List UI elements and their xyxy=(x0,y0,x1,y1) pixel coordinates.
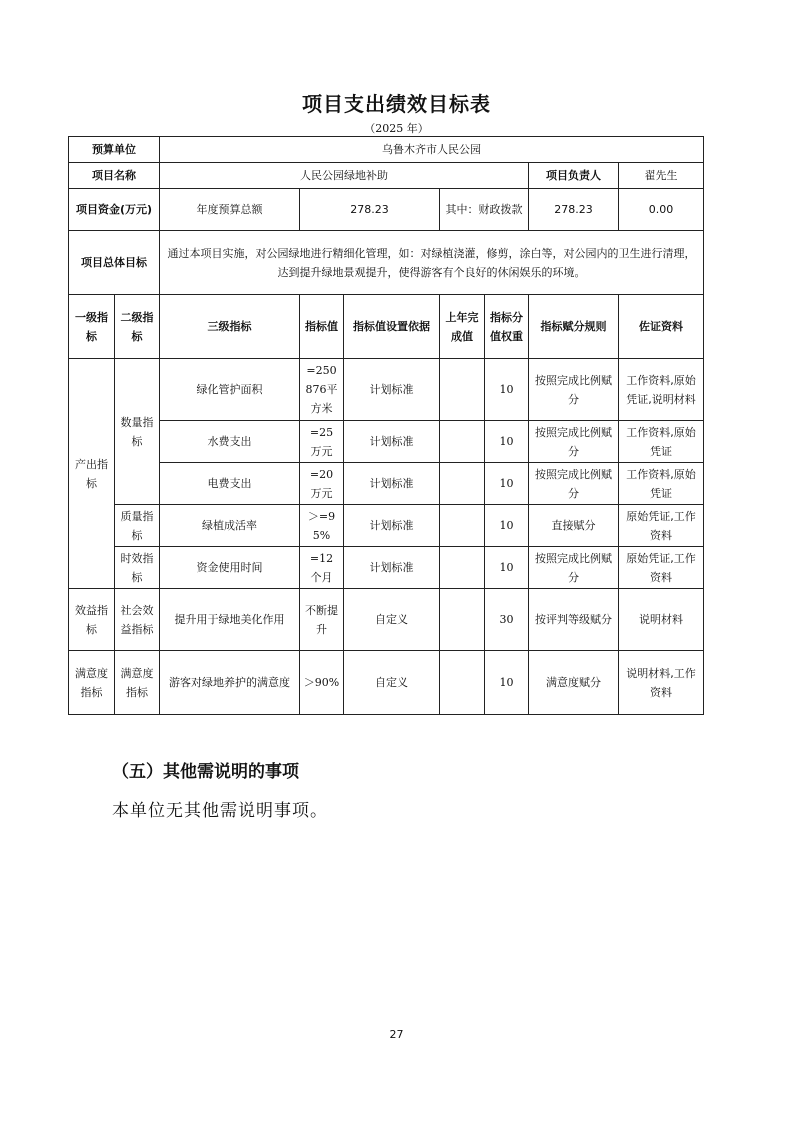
cell-basis: 计划标准 xyxy=(344,505,440,547)
group-time: 时效指标 xyxy=(115,547,160,589)
overall-goal-text: 通过本项目实施，对公园绿地进行精细化管理，如：对绿植浇灌，修剪，涂白等，对公园内的卫生进行清理，达到提升绿地景观提升，使得游客有个良好的休闲娱乐的环境。 xyxy=(160,231,704,295)
cell-rule: 按照完成比例赋分 xyxy=(529,359,619,421)
row-project-name xyxy=(69,163,704,189)
header-evidence: 佐证资料 xyxy=(619,295,704,359)
cell-l3: 绿化管护面积 xyxy=(160,359,300,421)
project-name-label: 项目名称 xyxy=(69,163,160,189)
row-project-funds xyxy=(69,189,704,231)
cell-last xyxy=(440,651,485,715)
cell-l3: 绿植成活率 xyxy=(160,505,300,547)
group-social: 社会效益指标 xyxy=(115,589,160,651)
other-funds-value: 0.00 xyxy=(619,189,704,231)
page-year: （2025 年） xyxy=(364,122,429,135)
project-leader-label: 项目负责人 xyxy=(529,163,619,189)
indicator-header-row xyxy=(69,295,704,359)
cell-evidence: 说明材料 xyxy=(619,589,704,651)
performance-table xyxy=(68,136,704,715)
cell-l3: 资金使用时间 xyxy=(160,547,300,589)
cell-basis: 计划标准 xyxy=(344,547,440,589)
table-row xyxy=(69,547,704,589)
group-satisfaction: 满意度指标 xyxy=(69,651,115,715)
table-row xyxy=(69,589,704,651)
cell-evidence: 工作资料,原始凭证 xyxy=(619,463,704,505)
cell-last xyxy=(440,547,485,589)
cell-l3: 提升用于绿地美化作用 xyxy=(160,589,300,651)
header-level3: 三级指标 xyxy=(160,295,300,359)
cell-weight: 30 xyxy=(485,589,529,651)
header-rule: 指标赋分规则 xyxy=(529,295,619,359)
cell-last xyxy=(440,589,485,651)
row-overall-goal xyxy=(69,231,704,295)
project-leader-value: 翟先生 xyxy=(619,163,704,189)
cell-weight: 10 xyxy=(485,505,529,547)
cell-l3: 水费支出 xyxy=(160,421,300,463)
header-value: 指标值 xyxy=(300,295,344,359)
overall-goal-label: 项目总体目标 xyxy=(69,231,160,295)
cell-weight: 10 xyxy=(485,463,529,505)
section-body: 本单位无其他需说明事项。 xyxy=(112,801,328,821)
cell-rule: 按照完成比例赋分 xyxy=(529,547,619,589)
header-basis: 指标值设置依据 xyxy=(344,295,440,359)
cell-evidence: 工作资料,原始凭证 xyxy=(619,421,704,463)
cell-evidence: 原始凭证,工作资料 xyxy=(619,505,704,547)
page-title: 项目支出绩效目标表 xyxy=(302,92,491,116)
table-row xyxy=(69,359,704,421)
header-level1: 一级指标 xyxy=(69,295,115,359)
cell-basis: 计划标准 xyxy=(344,359,440,421)
table-row xyxy=(69,505,704,547)
cell-rule: 按照完成比例赋分 xyxy=(529,463,619,505)
annual-budget-label: 年度预算总额 xyxy=(160,189,300,231)
group-quantity: 数量指标 xyxy=(115,359,160,505)
cell-l3: 游客对绿地养护的满意度 xyxy=(160,651,300,715)
header-last-year: 上年完成值 xyxy=(440,295,485,359)
cell-evidence: 原始凭证,工作资料 xyxy=(619,547,704,589)
cell-basis: 计划标准 xyxy=(344,463,440,505)
table-row xyxy=(69,421,704,463)
group-satisfaction-sub: 满意度指标 xyxy=(115,651,160,715)
cell-last xyxy=(440,359,485,421)
cell-rule: 按评判等级赋分 xyxy=(529,589,619,651)
cell-weight: 10 xyxy=(485,421,529,463)
cell-basis: 计划标准 xyxy=(344,421,440,463)
cell-weight: 10 xyxy=(485,359,529,421)
cell-last xyxy=(440,421,485,463)
project-funds-label: 项目资金(万元) xyxy=(69,189,160,231)
cell-evidence: 工作资料,原始凭证,说明材料 xyxy=(619,359,704,421)
cell-value: ＞=95% xyxy=(300,505,344,547)
cell-l3: 电费支出 xyxy=(160,463,300,505)
cell-rule: 直接赋分 xyxy=(529,505,619,547)
cell-value: 不断提升 xyxy=(300,589,344,651)
section-heading: （五）其他需说明的事项 xyxy=(112,762,299,782)
group-benefit: 效益指标 xyxy=(69,589,115,651)
budget-unit-label: 预算单位 xyxy=(69,137,160,163)
cell-weight: 10 xyxy=(485,651,529,715)
table-row xyxy=(69,651,704,715)
cell-value: =25 万元 xyxy=(300,421,344,463)
header-level2: 二级指标 xyxy=(115,295,160,359)
cell-basis: 自定义 xyxy=(344,651,440,715)
cell-last xyxy=(440,505,485,547)
cell-rule: 满意度赋分 xyxy=(529,651,619,715)
cell-basis: 自定义 xyxy=(344,589,440,651)
cell-evidence: 说明材料,工作资料 xyxy=(619,651,704,715)
annual-budget-value: 278.23 xyxy=(300,189,440,231)
cell-value: =20 万元 xyxy=(300,463,344,505)
fiscal-allocation-value: 278.23 xyxy=(529,189,619,231)
cell-value: =12 个月 xyxy=(300,547,344,589)
fiscal-allocation-label: 其中：财政拨款 xyxy=(440,189,529,231)
page-number: 27 xyxy=(389,1028,404,1041)
project-name-value: 人民公园绿地补助 xyxy=(160,163,529,189)
group-output: 产出指标 xyxy=(69,359,115,589)
group-quality: 质量指标 xyxy=(115,505,160,547)
row-budget-unit xyxy=(69,137,704,163)
cell-rule: 按照完成比例赋分 xyxy=(529,421,619,463)
header-weight: 指标分值权重 xyxy=(485,295,529,359)
cell-weight: 10 xyxy=(485,547,529,589)
budget-unit-value: 乌鲁木齐市人民公园 xyxy=(160,137,704,163)
table-row xyxy=(69,463,704,505)
cell-value: ＞90% xyxy=(300,651,344,715)
cell-value: =250876平方米 xyxy=(300,359,344,421)
cell-last xyxy=(440,463,485,505)
